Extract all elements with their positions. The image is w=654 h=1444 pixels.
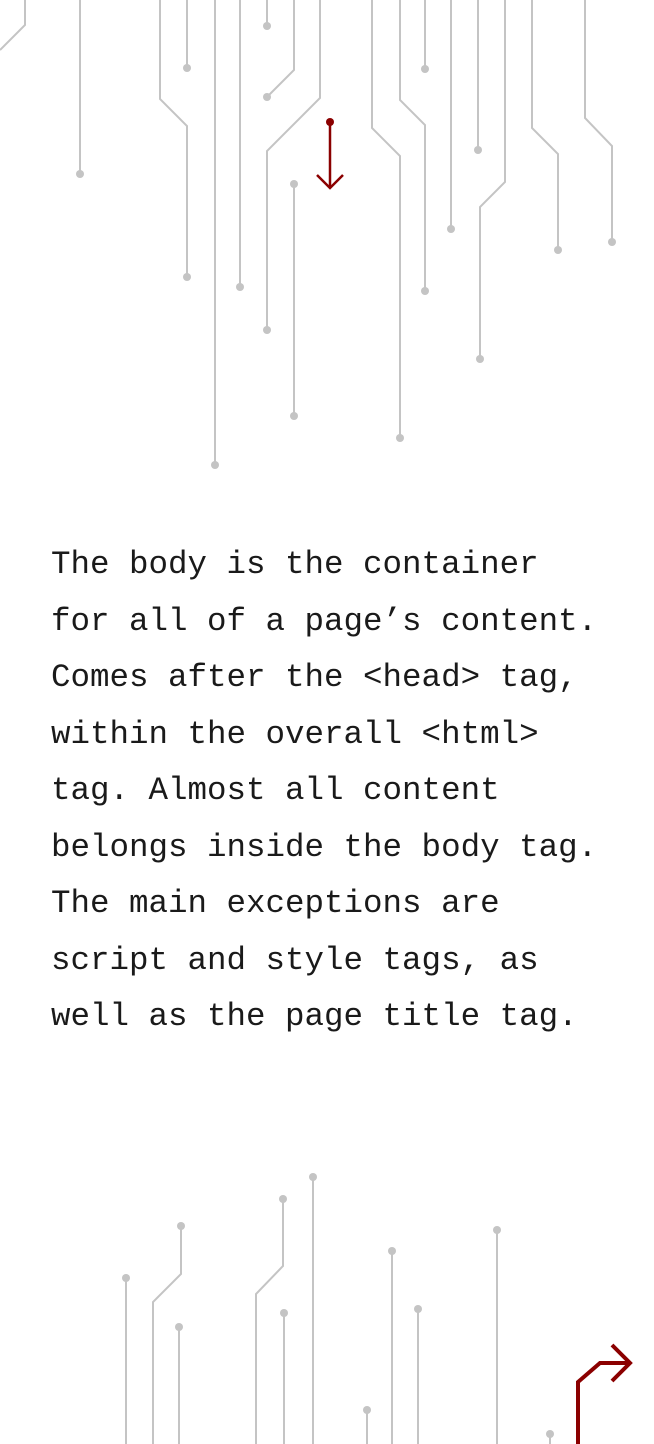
circuit-node [421, 65, 429, 73]
circuit-node [546, 1430, 554, 1438]
circuit-node [177, 1222, 185, 1230]
circuit-node [280, 1309, 288, 1317]
circuit-node [476, 355, 484, 363]
circuit-node [421, 287, 429, 295]
circuit-node [608, 238, 616, 246]
circuit-node [211, 461, 219, 469]
circuit-node [363, 1406, 371, 1414]
circuit-node [263, 22, 271, 30]
arrow-down-icon [317, 118, 343, 188]
circuit-trace [256, 1199, 283, 1444]
circuit-trace [480, 0, 505, 359]
circuit-node [122, 1274, 130, 1282]
circuit-node [474, 146, 482, 154]
circuit-node [263, 93, 271, 101]
circuit-trace [160, 0, 187, 277]
circuit-trace [372, 0, 400, 438]
circuit-decoration-bottom [0, 1160, 654, 1444]
circuit-node [263, 326, 271, 334]
circuit-node [554, 246, 562, 254]
circuit-node [290, 180, 298, 188]
circuit-node [309, 1173, 317, 1181]
circuit-node [236, 283, 244, 291]
circuit-trace [267, 0, 294, 97]
circuit-trace [153, 1226, 181, 1444]
circuit-node [396, 434, 404, 442]
circuit-node [76, 170, 84, 178]
circuit-trace [0, 0, 25, 50]
circuit-node [175, 1323, 183, 1331]
circuit-trace [400, 0, 425, 291]
circuit-node [414, 1305, 422, 1313]
circuit-node [388, 1247, 396, 1255]
circuit-trace [532, 0, 558, 250]
circuit-node [183, 273, 191, 281]
circuit-decoration-top [0, 0, 654, 480]
circuit-node [493, 1226, 501, 1234]
circuit-trace [585, 0, 612, 242]
turn-right-arrow-icon [578, 1345, 630, 1444]
circuit-node [447, 225, 455, 233]
body-tag-description: The body is the container for all of a page’s content. Comes after the <head> tag, within the overall <html> tag. Almost all content belongs inside the body tag. The main exceptions are script and style tags, as well as the page title tag. [51, 546, 598, 1035]
circuit-node [183, 64, 191, 72]
circuit-node [279, 1195, 287, 1203]
circuit-node [290, 412, 298, 420]
